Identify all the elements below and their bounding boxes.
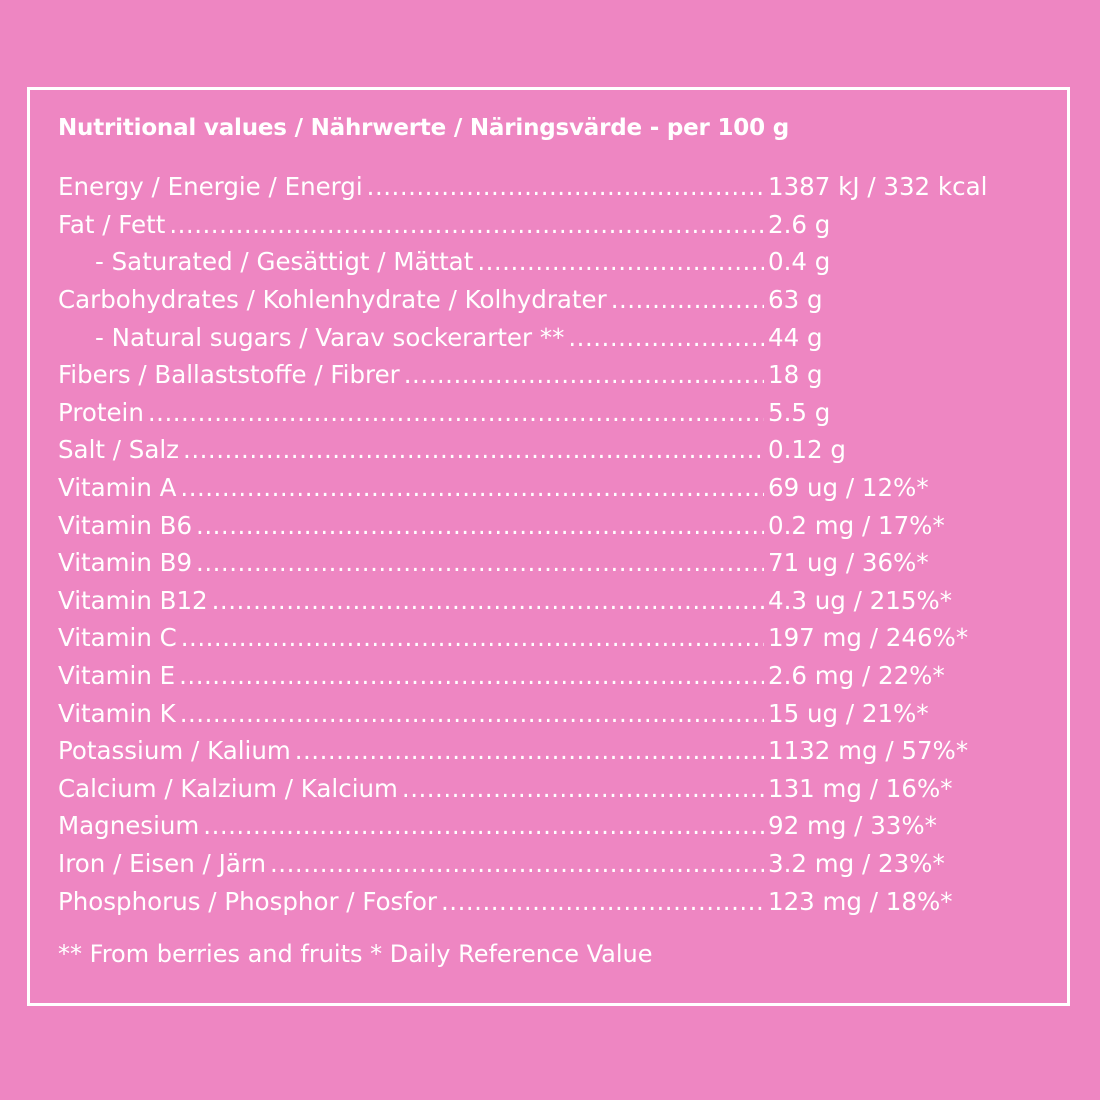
table-row xyxy=(58,694,1058,732)
nutrient-value: 0.12 g xyxy=(768,435,846,465)
nutrient-name: Vitamin A xyxy=(58,473,177,503)
dot-leader xyxy=(169,210,764,239)
nutrient-name: Vitamin B9 xyxy=(58,548,193,578)
nutrient-name: Vitamin K xyxy=(58,698,176,728)
dot-leader xyxy=(148,398,764,427)
nutrient-value: 15 ug / 21%* xyxy=(768,698,929,728)
table-row xyxy=(58,431,1058,469)
dot-leader xyxy=(441,887,764,916)
nutrient-value: 4.3 ug / 215%* xyxy=(768,585,952,615)
dot-leader xyxy=(203,811,764,840)
dot-leader xyxy=(183,435,764,464)
dot-leader xyxy=(404,360,764,389)
nutrient-value: 131 mg / 16%* xyxy=(768,773,953,803)
table-row xyxy=(58,732,1058,770)
table-row xyxy=(58,882,1058,920)
dot-leader xyxy=(611,285,764,314)
nutrient-name: Vitamin E xyxy=(58,661,176,691)
nutrition-table xyxy=(58,168,1058,920)
nutrient-name: Fibers / Ballaststoffe / Fibrer xyxy=(58,360,400,390)
nutrient-value: 1387 kJ / 332 kcal xyxy=(768,172,988,202)
table-row xyxy=(58,582,1058,620)
nutrient-name: - Natural sugars / Varav sockerarter ** xyxy=(95,322,565,352)
dot-leader xyxy=(212,586,764,615)
nutrient-value: 2.6 g xyxy=(768,209,831,239)
table-row xyxy=(58,168,1058,206)
table-row xyxy=(58,619,1058,657)
nutrient-name: Iron / Eisen / Järn xyxy=(58,848,266,878)
nutrient-name: Potassium / Kalium xyxy=(58,736,291,766)
table-row xyxy=(58,807,1058,845)
dot-leader xyxy=(196,511,764,540)
table-row xyxy=(58,845,1058,883)
nutrient-name: Fat / Fett xyxy=(58,209,166,239)
nutrient-value: 44 g xyxy=(768,322,823,352)
nutrient-value: 5.5 g xyxy=(768,397,831,427)
dot-leader xyxy=(180,473,764,502)
nutrient-value: 3.2 mg / 23%* xyxy=(768,848,945,878)
footnote: ** From berries and fruits * Daily Reference Value xyxy=(58,940,653,968)
nutrient-value: 63 g xyxy=(768,285,823,315)
nutrient-name: Magnesium xyxy=(58,811,200,841)
table-row xyxy=(58,469,1058,507)
table-row xyxy=(58,544,1058,582)
table-row xyxy=(58,394,1058,432)
nutrient-value: 2.6 mg / 22%* xyxy=(768,661,945,691)
dot-leader xyxy=(179,661,764,690)
nutrient-name: Phosphorus / Phosphor / Fosfor xyxy=(58,886,438,916)
table-row xyxy=(58,506,1058,544)
dot-leader xyxy=(295,736,764,765)
nutrient-value: 123 mg / 18%* xyxy=(768,886,953,916)
nutrient-value: 69 ug / 12%* xyxy=(768,473,929,503)
dot-leader xyxy=(402,774,764,803)
dot-leader xyxy=(477,247,764,276)
nutrient-name: Vitamin B6 xyxy=(58,510,193,540)
nutrient-value: 0.2 mg / 17%* xyxy=(768,510,945,540)
dot-leader xyxy=(270,849,764,878)
table-row xyxy=(58,281,1058,319)
dot-leader xyxy=(568,323,764,352)
nutrient-value: 197 mg / 246%* xyxy=(768,623,969,653)
nutrient-name: Protein xyxy=(58,397,144,427)
nutrient-value: 1132 mg / 57%* xyxy=(768,736,969,766)
nutrient-value: 0.4 g xyxy=(768,247,831,277)
table-row xyxy=(58,657,1058,695)
nutrient-value: 92 mg / 33%* xyxy=(768,811,937,841)
table-row xyxy=(58,356,1058,394)
nutrient-name: Vitamin C xyxy=(58,623,177,653)
nutrient-value: 18 g xyxy=(768,360,823,390)
dot-leader xyxy=(367,172,764,201)
dot-leader xyxy=(180,699,764,728)
nutrient-name: - Saturated / Gesättigt / Mättat xyxy=(95,247,474,277)
nutrient-name: Calcium / Kalzium / Kalcium xyxy=(58,773,398,803)
table-row xyxy=(58,770,1058,808)
nutrient-value: 71 ug / 36%* xyxy=(768,548,929,578)
table-row xyxy=(58,243,1058,281)
nutrition-title: Nutritional values / Nährwerte / Näringsvärde - per 100 g xyxy=(58,115,789,141)
nutrient-name: Energy / Energie / Energi xyxy=(58,172,363,202)
table-row xyxy=(58,206,1058,244)
nutrient-name: Salt / Salz xyxy=(58,435,180,465)
nutrient-name: Vitamin B12 xyxy=(58,585,208,615)
table-row xyxy=(58,318,1058,356)
dot-leader xyxy=(181,623,764,652)
nutrient-name: Carbohydrates / Kohlenhydrate / Kolhydrater xyxy=(58,285,607,315)
dot-leader xyxy=(196,548,764,577)
